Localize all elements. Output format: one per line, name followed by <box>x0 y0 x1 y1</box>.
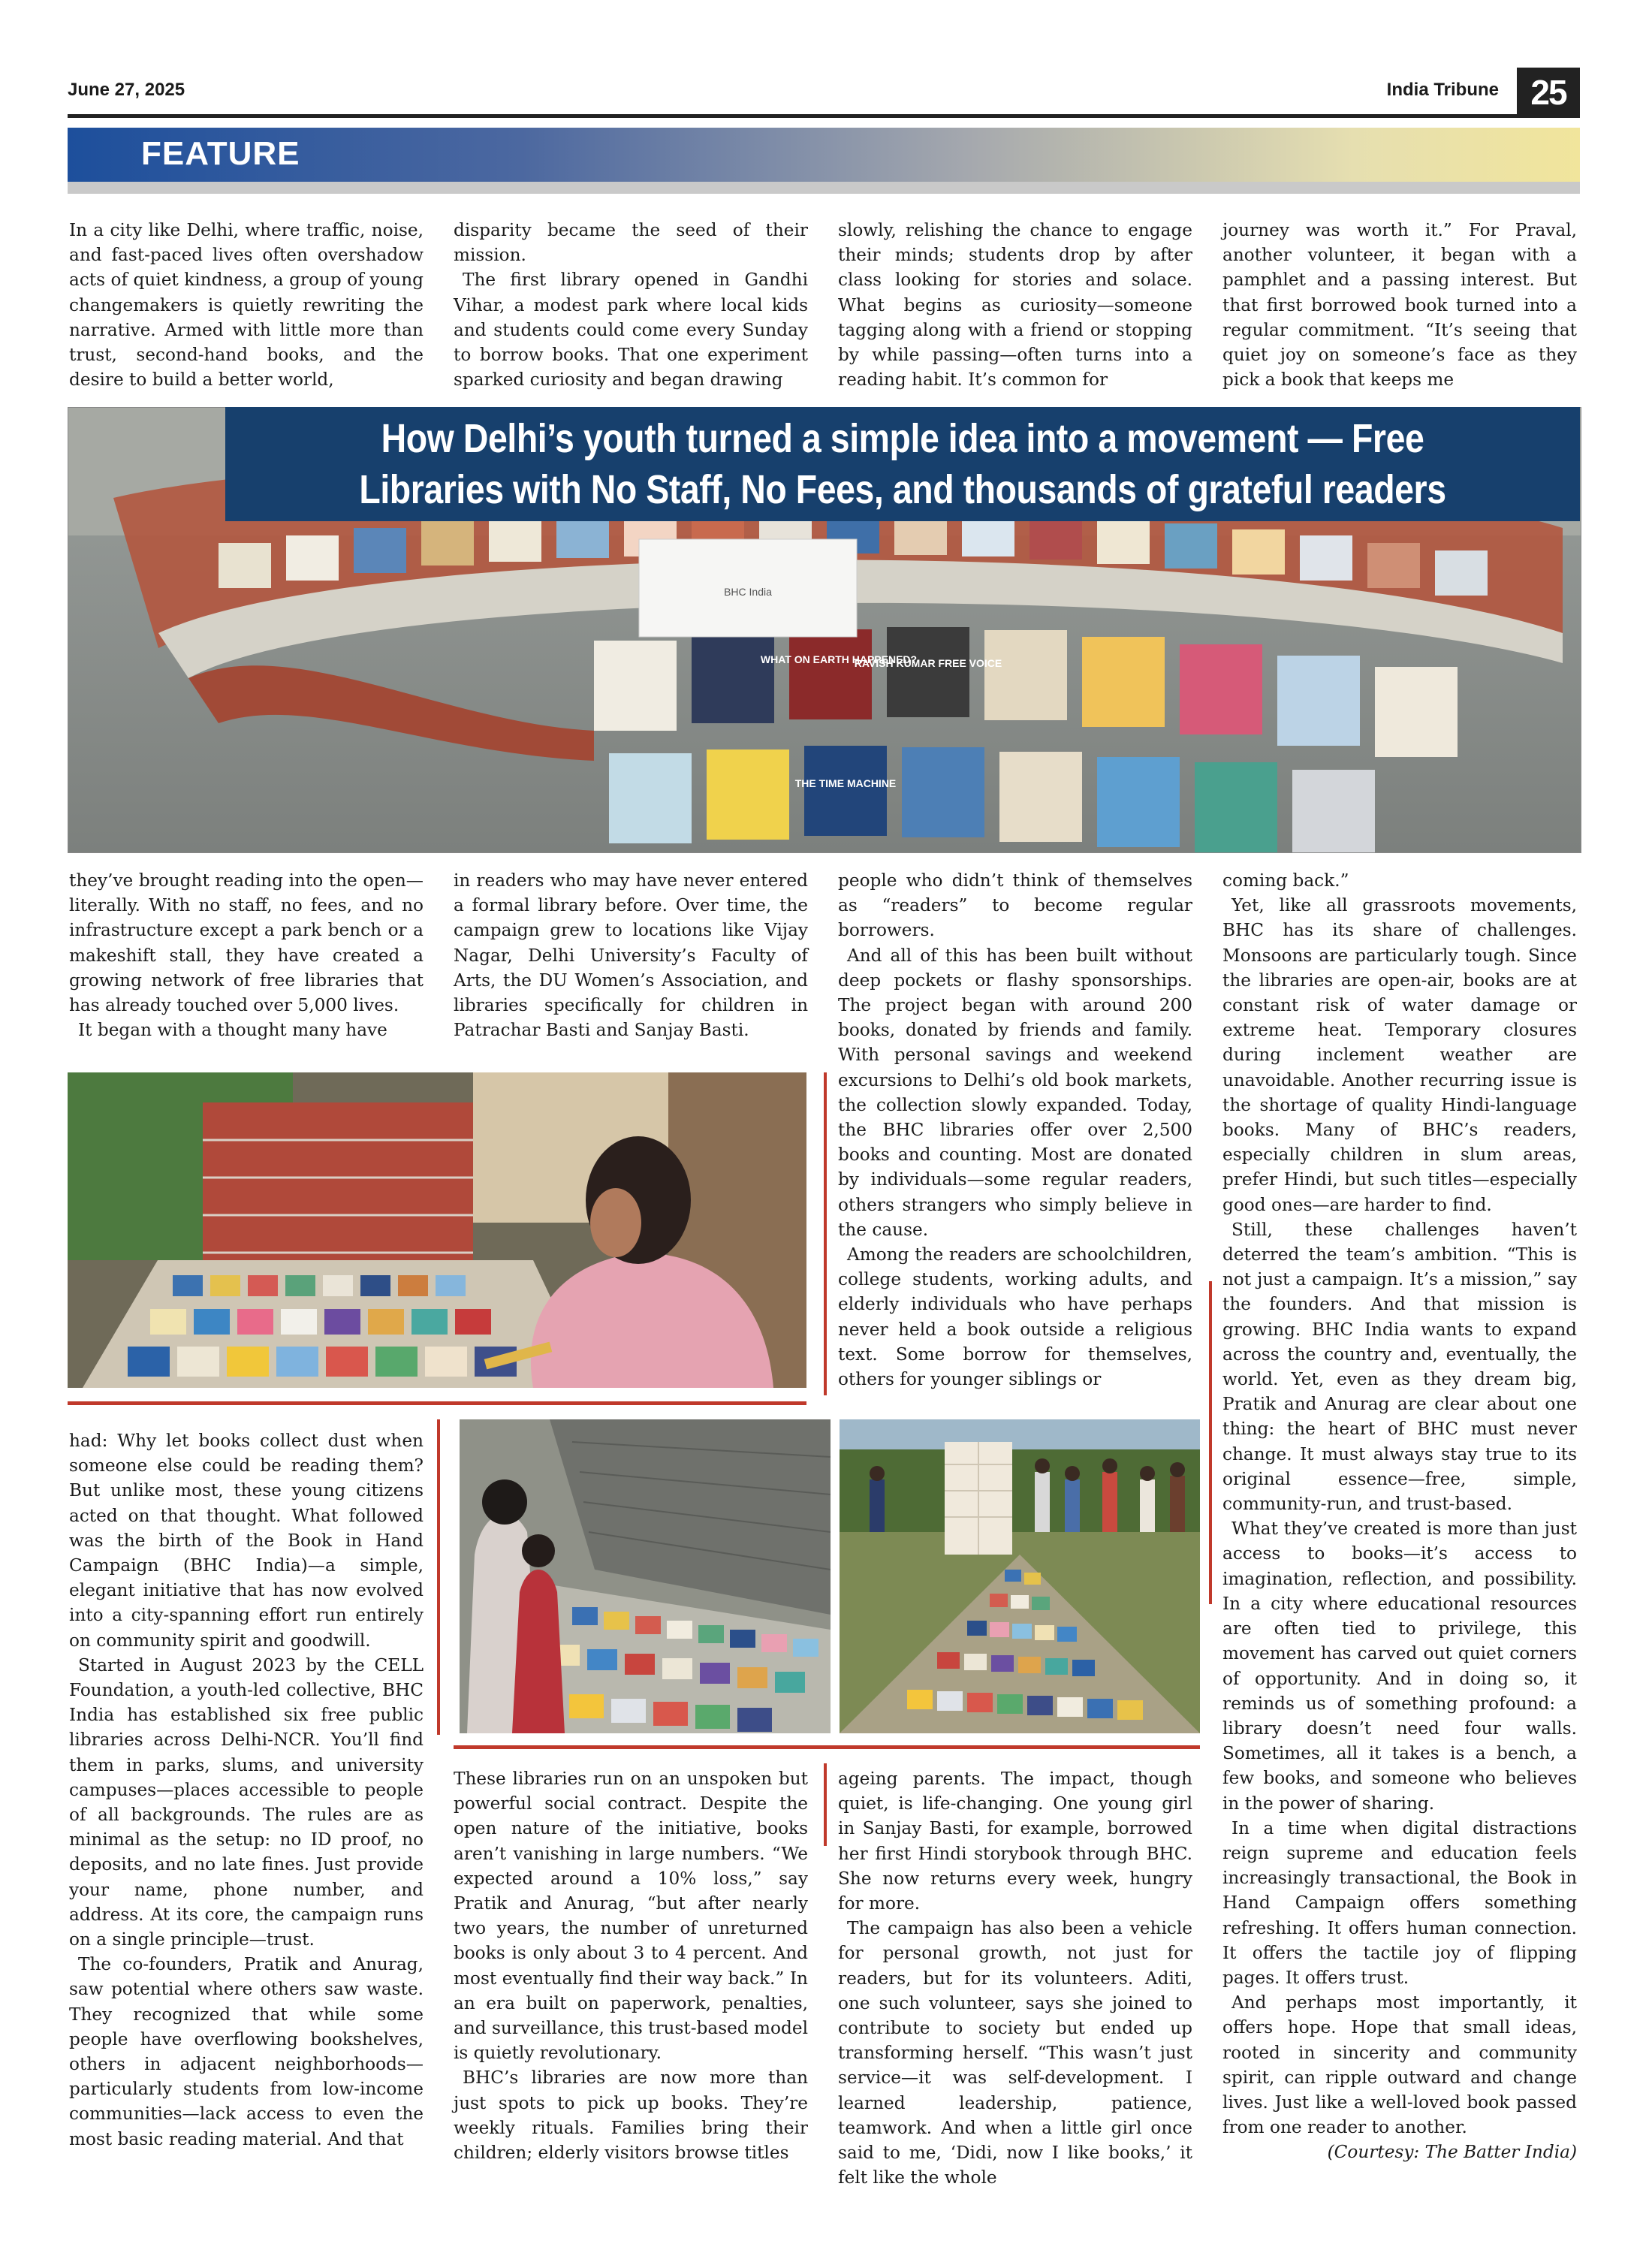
publication-name: India Tribune <box>1386 80 1499 100</box>
article-column-1-top <box>69 218 424 392</box>
paragraph: The first library opened in Gandhi Vihar, a modest park where local kids and students could come every Sunday to borrow books. That one experiment sparked curiosity and began drawing <box>454 270 808 391</box>
photo-divider-rule <box>454 1745 1200 1749</box>
page-number: 25 <box>1517 68 1580 117</box>
issue-date: June 27, 2025 <box>68 80 185 100</box>
column-divider-rule <box>437 1419 440 1735</box>
paragraph: ageing parents. The impact, though quiet, is life-changing. One young girl in Sanjay Basti, for example, borrowed her first Hindi storybook through BHC. She now returns every week, hungry for more. <box>838 1769 1192 1914</box>
article-column-3-lower <box>838 1766 1192 2190</box>
column-divider-rule <box>1209 1281 1212 1604</box>
photo-divider-rule <box>68 1401 806 1405</box>
paragraph: coming back.” <box>1222 870 1349 891</box>
article-column-4-main <box>1222 868 1577 2165</box>
header-rule <box>68 114 1580 118</box>
paragraph: Yet, like all grassroots movements, BHC has its share of challenges. Monsoons are particularly tough. Since the libraries are open-air, books are at constant risk of water damage or extreme heat. Temporary closures during inclement weather are unavoidable. Another recurring issue is the shortage of quality Hindi-language books. Many of BHC’s readers, especially children in slum areas, prefer Hindi, but such titles—especially good ones—are harder to find. <box>1222 895 1577 1215</box>
paragraph: In a city like Delhi, where traffic, noise, and fast-paced lives often overshadow acts of quiet kindness, a group of young changemakers is quietly rewriting the narrative. Armed with little more than trust, second-hand books, and the desire to build a better world, <box>69 220 424 391</box>
paragraph: In a time when digital distractions reign supreme and education feels increasingly transactional, the Book in Hand Campaign offers something refreshing. It offers human connection. It offers the tactile joy of flipping pages. It offers trust. <box>1222 1817 1577 1988</box>
paragraph: These libraries run on an unspoken but powerful social contract. Despite the open nature of the initiative, books aren’t vanishing in large numbers. “We expected around a 10% loss,” say Pratik and Anurag, “but after nearly two years, the number of unreturned books is only about 3 to 4 percent. And most eventually find their way back.” In an era built on paperwork, penalties, and surveillance, this trust-based model is quietly revolutionary. <box>454 1769 808 2064</box>
article-column-1-mid <box>69 868 424 1042</box>
paragraph: BHC’s libraries are now more than just spots to pick up books. They’re weekly rituals. Families bring their children; elderly visitors browse titles <box>454 2068 808 2164</box>
photo-book-title: WHAT ON EARTH HAPPENED? <box>760 653 918 665</box>
article-column-2-top <box>454 218 808 392</box>
article-column-2-mid <box>454 868 808 1042</box>
paragraph: It began with a thought many have <box>78 1020 387 1041</box>
photo-book-title: RAVISH KUMAR FREE VOICE <box>854 657 1002 669</box>
photo-credit: (Courtesy: The Batter India) <box>1327 2142 1577 2163</box>
photo-open-ground-library <box>840 1419 1200 1733</box>
photo-girl-reading-illustration <box>68 1072 806 1388</box>
paragraph: Still, these challenges haven’t deterred the team’s ambition. “This is not just a campaign. It’s a mission,” say the founders. And that mission is growing. BHC India wants to expand across the country and, eventually, the world. Yet, even as they dream big, Pratik and Anurag are clear about one thing: the heart of BHC must never change. It must always stay true to its original essence—free, simple, community-run, and trust-based. <box>1222 1219 1577 1515</box>
photo-wall-library-illustration <box>460 1419 831 1733</box>
article-column-1-lower <box>69 1428 424 2152</box>
column-divider-rule <box>824 1072 827 1395</box>
photo-girl-reading <box>68 1072 806 1388</box>
paragraph: The campaign has also been a vehicle for personal growth, not just for readers, but for its volunteers. Aditi, one such volunteer, says she joined to contribute to society but ended up transforming herself. “This wasn’t just service—it was self-development. I learned leadership, patience, teamwork. And when a little girl once said to me, ‘Didi, now I like books,’ it felt like the whole <box>838 1918 1192 2188</box>
article-column-3-mid <box>838 868 1192 1392</box>
paragraph: people who didn’t think of themselves as “readers” to become regular borrowers. <box>838 870 1192 941</box>
article-column-2-lower <box>454 1766 808 2165</box>
section-banner-shadow <box>68 182 1580 194</box>
photo-open-ground-library-illustration <box>840 1419 1200 1733</box>
article-column-3-top <box>838 218 1192 392</box>
paragraph: in readers who may have never entered a formal library before. Over time, the campaign grew to locations like Vijay Nagar, Delhi University’s Faculty of Arts, the DU Women’s Association, and libraries specifically for children in Patrachar Basti and Sanjay Basti. <box>454 870 808 1041</box>
photo-book-title: THE TIME MACHINE <box>794 777 897 789</box>
headline: How Delhi’s youth turned a simple idea into a movement — Free Libraries with No Staff, No Fees, and thousands of grateful readers <box>359 416 1446 512</box>
section-banner <box>68 128 1580 182</box>
paragraph: had: Why let books collect dust when someone else could be reading them? But unlike most, these young citizens acted on that thought. What followed was the birth of the Book in Hand Campaign (BHC India)—a simple, elegant initiative that has now evolved into a city-spanning effort run entirely on community spirit and goodwill. <box>69 1431 424 1651</box>
photo-wall-library <box>460 1419 831 1733</box>
section-label: FEATURE <box>141 135 300 172</box>
column-divider-rule <box>824 1763 827 1846</box>
paragraph: slowly, relishing the chance to engage their minds; students drop by after class looking for stories and solace. What begins as curiosity—someone tagging along with a friend or stopping by while passing—often turns into a reading habit. It’s common for <box>838 220 1192 391</box>
paragraph: Started in August 2023 by the CELL Foundation, a youth-led collective, BHC India has established six free public libraries across Delhi-NCR. You’ll find them in parks, slums, and university campuses—places accessible to people of all backgrounds. The rules are as minimal as the setup: no ID proof, no deposits, and no late fines. Just provide your name, phone number, and address. At its core, the campaign runs on a single principle—trust. <box>69 1654 424 1950</box>
headline-box <box>225 407 1580 521</box>
paragraph: journey was worth it.” For Praval, another volunteer, it began with a pamphlet and a passing interest. But that first borrowed book turned into a regular commitment. “It’s seeing that quiet joy on someone’s face as they pick a book that keeps me <box>1222 220 1577 391</box>
paragraph: And perhaps most importantly, it offers hope. Hope that small ideas, rooted in sincerity and community spirit, can ripple outward and change lives. Just like a well-loved book passed from one reader to another. <box>1222 1992 1577 2138</box>
paragraph: they’ve brought reading into the open—literally. With no staff, no fees, and no infrastructure except a park bench or a makeshift stall, they have created a growing network of free libraries that has already touched over 5,000 lives. <box>69 870 424 1016</box>
paragraph: And all of this has been built without deep pockets or flashy sponsorships. The project began with around 200 books, donated by friends and family. With personal savings and weekend excursions to Delhi’s old book markets, the collection slowly expanded. Today, the BHC libraries offer over 2,500 books and counting. Most are donated by individuals—some regular readers, others strangers who simply believe in the cause. <box>838 945 1192 1240</box>
paragraph: What they’ve created is more than just access to books—it’s access to imagination, reflection, and possibility. In a city where educational resources are often tied to privilege, this movement has carved out quiet corners of opportunity. And in doing so, it reminds us of something profound: a library doesn’t need four walls. Sometimes, all it takes is a bench, a few books, and someone who believes in the power of sharing. <box>1222 1519 1577 1814</box>
photo-box-label: BHC India <box>724 586 772 598</box>
paragraph: The co-founders, Pratik and Anurag, saw potential where others saw waste. They recognized that while some people have overflowing bookshelves, others in adjacent neighborhoods—particularly students from low-income communities—lack access to even the most basic reading material. And that <box>69 1954 424 2149</box>
paragraph: disparity became the seed of their mission. <box>454 220 808 266</box>
article-column-4-top <box>1222 218 1577 392</box>
paragraph: Among the readers are schoolchildren, college students, working adults, and elderly individuals who have perhaps never held a book outside a religious text. Some borrow for themselves, others for younger siblings or <box>838 1244 1192 1390</box>
